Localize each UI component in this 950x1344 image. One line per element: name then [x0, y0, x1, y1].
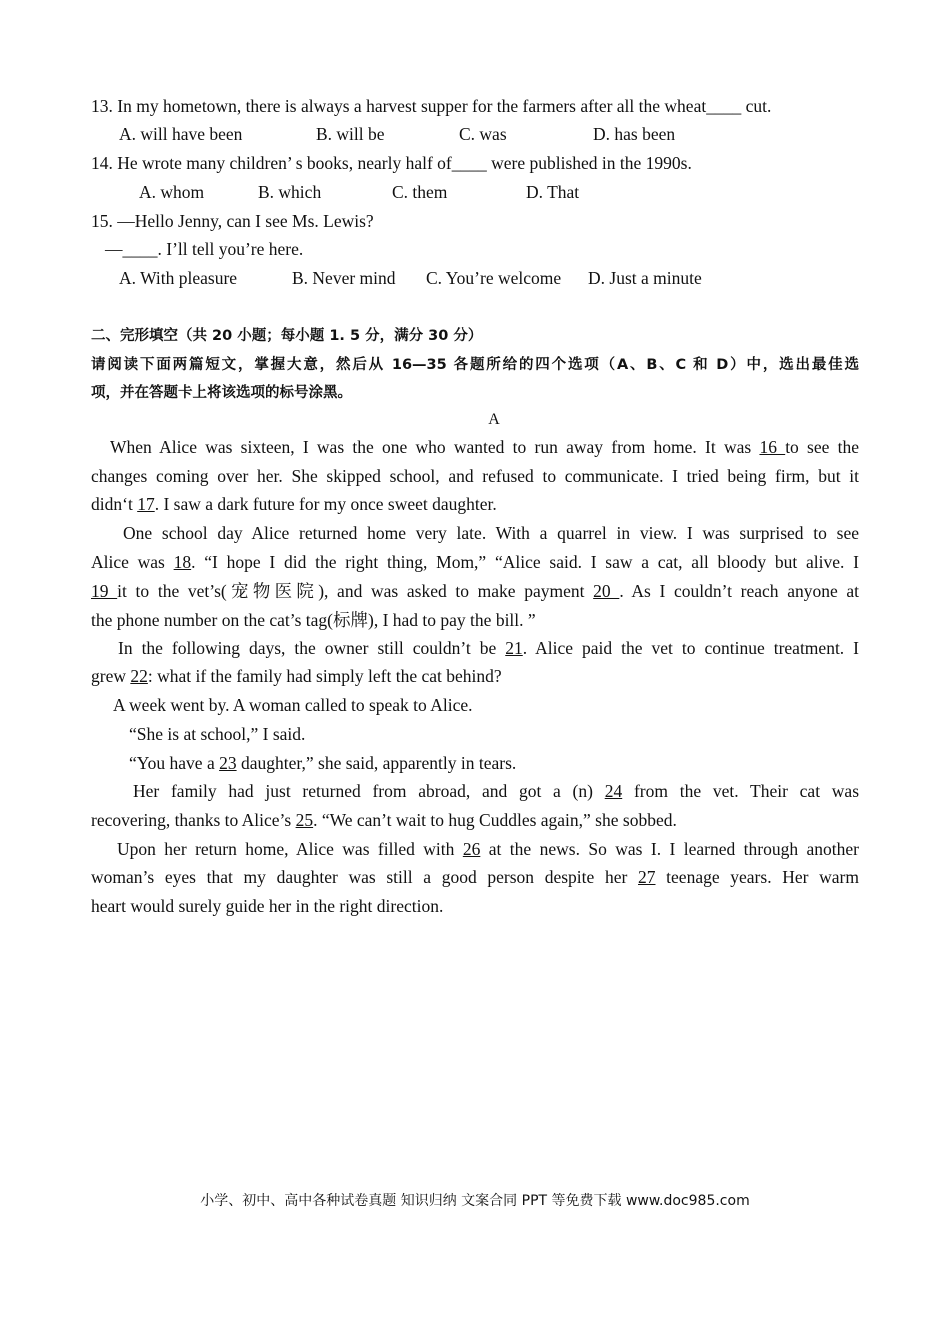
passage-line: Alice was 18. “I hope I did the right thing, Mom,” “Alice said. I saw a cat, all bloody but alive. I: [91, 552, 859, 572]
passage-label: A: [488, 411, 500, 428]
blank-18: 18: [173, 552, 192, 572]
passage-line: recovering, thanks to Alice’s 25. “We can’t wait to hug Cuddles again,” she sobbed.: [91, 810, 677, 830]
blank-23: 23: [219, 753, 237, 773]
q15-option-a: A. With pleasure: [119, 268, 238, 288]
q13-option-c: C. was: [459, 124, 507, 144]
q15-option-c: C. You’re welcome: [426, 268, 562, 288]
blank-22: 22: [130, 666, 148, 686]
passage-line: Her family had just returned from abroad, and got a (n) 24 from the vet. Their cat was: [133, 781, 860, 801]
section-instructions-line-1: 请阅读下面两篇短文，掌握大意，然后从 16—35 各题所给的四个选项（A、B、C 和 D）中，选出最佳选: [91, 357, 859, 373]
passage-line: Upon her return home, Alice was filled with 26 at the news. So was I. I learned through another: [117, 839, 860, 859]
passage-line: heart would surely guide her in the right direction.: [91, 896, 444, 916]
blank-21: 21: [505, 638, 523, 658]
passage-line: In the following days, the owner still couldn’t be 21. Alice paid the vet to continue treatment. I: [118, 638, 859, 658]
question-14-stem: 14. He wrote many children’ s books, nearly half of____ were published in the 1990s.: [91, 153, 692, 173]
passage-line: When Alice was sixteen, I was the one who wanted to run away from home. It was 16 to see the: [110, 437, 860, 457]
q14-option-a: A. whom: [139, 182, 205, 202]
footer-watermark-text: 小学、初中、高中各种试卷真题 知识归纳 文案合同 PPT 等免费下载 www.doc985.com: [200, 1193, 750, 1209]
passage-line: woman’s eyes that my daughter was still a good person despite her 27 teenage years. Her warm: [91, 867, 859, 887]
q15-option-b: B. Never mind: [292, 268, 396, 288]
passage-line: the phone number on the cat’s tag(标牌), I had to pay the bill. ”: [91, 610, 536, 630]
question-15-stem: 15. —Hello Jenny, can I see Ms. Lewis?: [91, 211, 374, 231]
q13-option-d: D. has been: [593, 124, 676, 144]
passage-line: 19 it to the vet’s(宠物医院), and was asked to make payment 20 . As I couldn’t reach anyone at: [91, 581, 860, 601]
section-instructions-line-2: 项，并在答题卡上将该选项的标号涂黑。: [91, 385, 352, 401]
blank-19: 19: [91, 581, 118, 601]
blank-20: 20: [593, 581, 620, 601]
blank-17: 17: [137, 494, 155, 514]
section-heading: 二、完形填空（共 20 小题；每小题 1. 5 分，满分 30 分）: [91, 328, 483, 344]
passage-line: didn‘t 17. I saw a dark future for my once sweet daughter.: [91, 494, 497, 514]
passage-line: One school day Alice returned home very late. With a quarrel in view. I was surprised to see: [123, 523, 859, 543]
passage-line: changes coming over her. She skipped school, and refused to communicate. I tried being firm, but it: [91, 466, 859, 486]
q15-option-d: D. Just a minute: [588, 268, 702, 288]
passage-line: grew 22: what if the family had simply left the cat behind?: [91, 666, 502, 686]
question-13-stem: 13. In my hometown, there is always a harvest supper for the farmers after all the wheat____ cut.: [91, 96, 772, 116]
blank-24: 24: [604, 781, 623, 801]
question-15-reply: —____. I’ll tell you’re here.: [105, 239, 304, 259]
blank-25: 25: [295, 810, 314, 830]
passage-line: “You have a 23 daughter,” she said, apparently in tears.: [129, 753, 517, 773]
q14-option-d: D. That: [526, 182, 580, 202]
q14-option-b: B. which: [258, 182, 322, 202]
blank-26: 26: [462, 839, 481, 859]
passage-line: A week went by. A woman called to speak to Alice.: [113, 695, 473, 715]
blank-27: 27: [638, 867, 656, 887]
blank-16: 16: [759, 437, 786, 457]
q13-option-a: A. will have been: [119, 124, 243, 144]
q13-option-b: B. will be: [316, 124, 385, 144]
q14-option-c: C. them: [392, 182, 448, 202]
passage-line: “She is at school,” I said.: [129, 724, 306, 744]
